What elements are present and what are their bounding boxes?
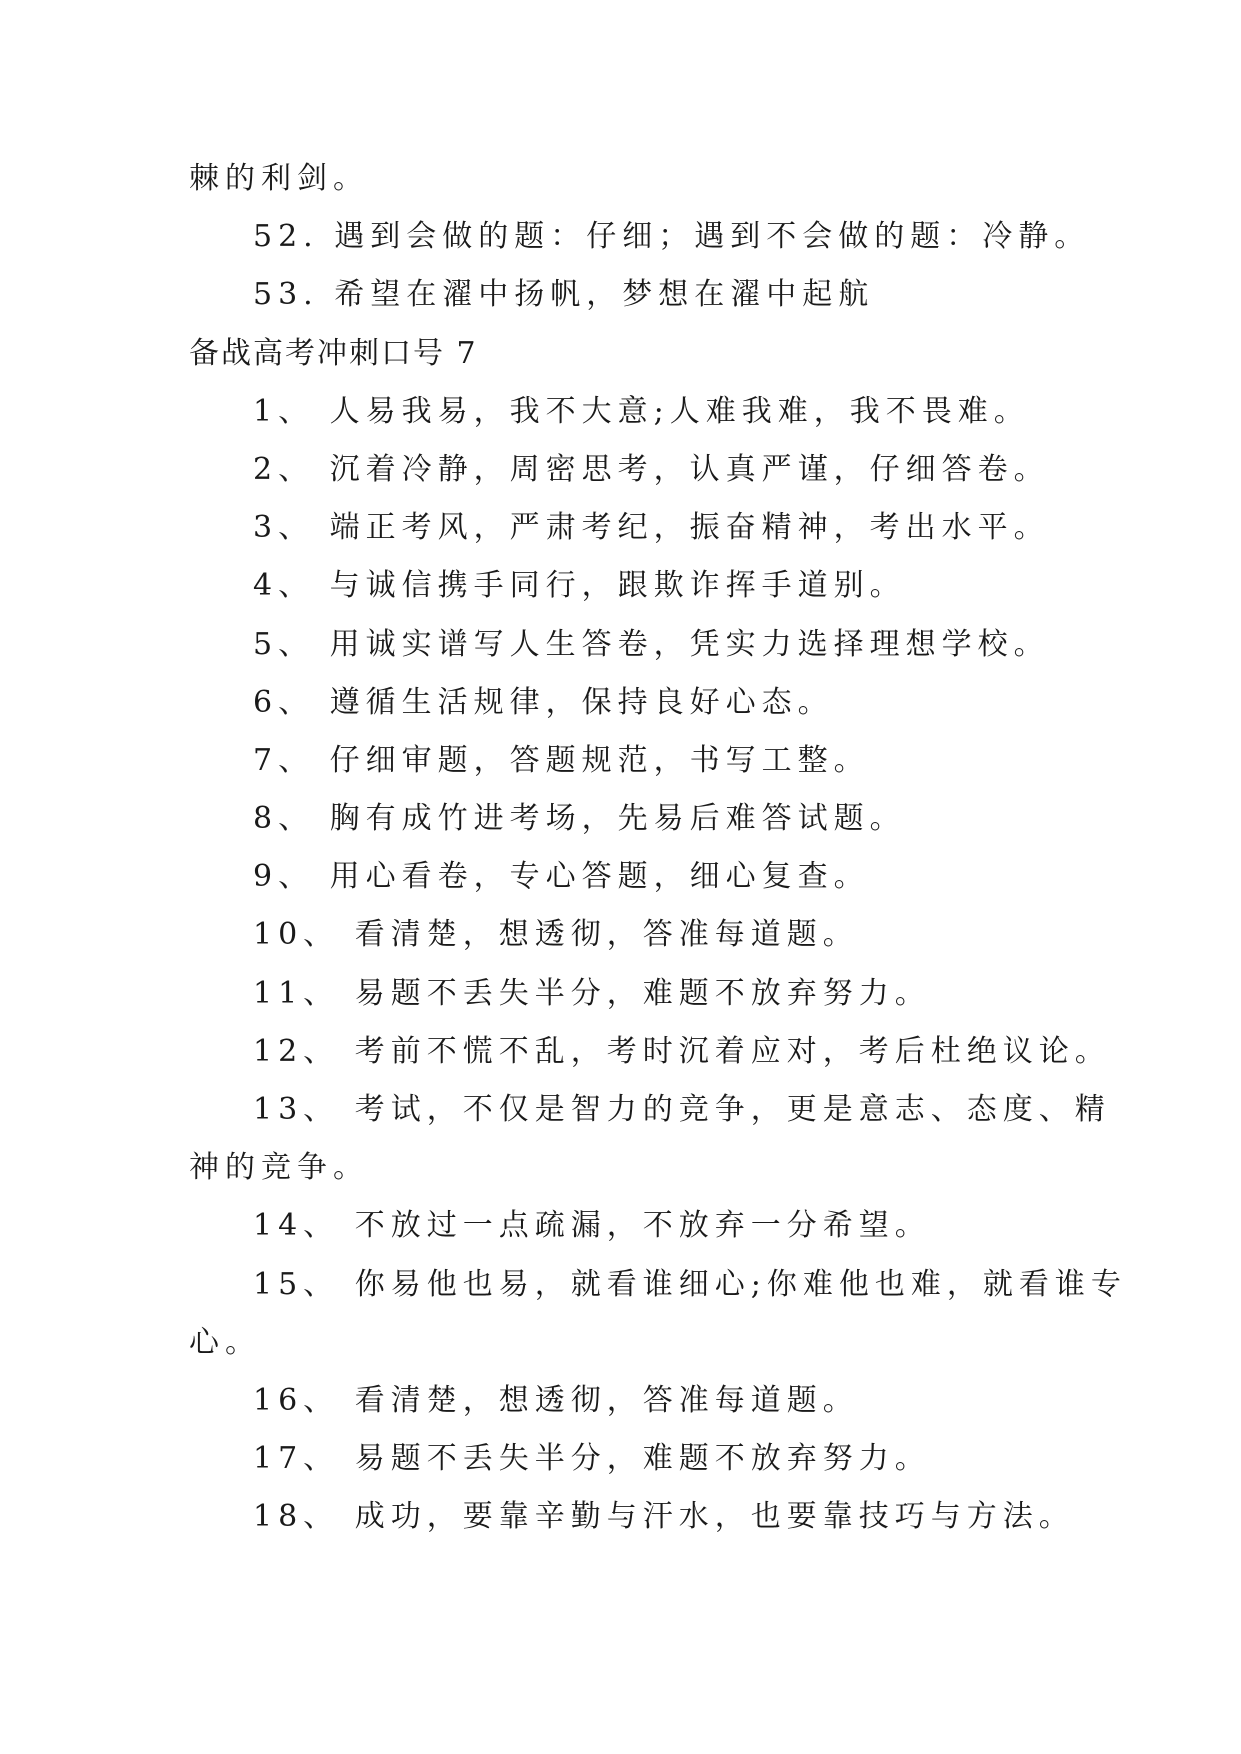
text-line: 17、 易题不丢失半分，难题不放弃努力。 [253, 1441, 931, 1477]
text-line: 12、 考前不慌不乱，考时沉着应对，考后杜绝议论。 [253, 1033, 1111, 1069]
text-line: 18、 成功，要靠辛勤与汗水，也要靠技巧与方法。 [253, 1499, 1075, 1535]
text-line: 1、 人易我易，我不大意;人难我难，我不畏难。 [253, 393, 1030, 429]
text-line: 5、 用诚实谱写人生答卷，凭实力选择理想学校。 [253, 626, 1050, 662]
text-line: 13、 考试，不仅是智力的竞争，更是意志、态度、精 [253, 1092, 1111, 1127]
text-line: 心。 [189, 1324, 261, 1360]
text-line: 棘的利剑。 [189, 161, 369, 196]
text-line: 9、 用心看卷，专心答题，细心复查。 [253, 859, 870, 895]
text-line: 6、 遵循生活规律，保持良好心态。 [253, 684, 834, 720]
text-line: 3、 端正考风，严肃考纪，振奋精神，考出水平。 [253, 510, 1050, 546]
document-body [189, 150, 1127, 1547]
text-line: 11、 易题不丢失半分，难题不放弃努力。 [253, 975, 931, 1011]
text-line: 52. 遇到会做的题：仔细；遇到不会做的题：冷静。 [253, 219, 1091, 255]
text-line: 7、 仔细审题，答题规范，书写工整。 [253, 742, 870, 778]
text-line: 4、 与诚信携手同行，跟欺诈挥手道别。 [253, 568, 906, 604]
text-line: 8、 胸有成竹进考场，先易后难答试题。 [253, 801, 906, 837]
text-line: 16、 看清楚，想透彻，答准每道题。 [253, 1382, 859, 1418]
text-line: 10、 看清楚，想透彻，答准每道题。 [253, 917, 859, 953]
section-heading: 备战高考冲刺口号 7 [189, 335, 478, 371]
text-line: 2、 沉着冷静，周密思考，认真严谨，仔细答卷。 [253, 451, 1050, 487]
text-line: 神的竞争。 [189, 1150, 369, 1186]
text-line: 53. 希望在濯中扬帆，梦想在濯中起航 [253, 277, 875, 313]
text-line: 15、 你易他也易，就看谁细心;你难他也难，就看谁专 [253, 1266, 1127, 1302]
text-line: 14、 不放过一点疏漏，不放弃一分希望。 [253, 1208, 931, 1244]
